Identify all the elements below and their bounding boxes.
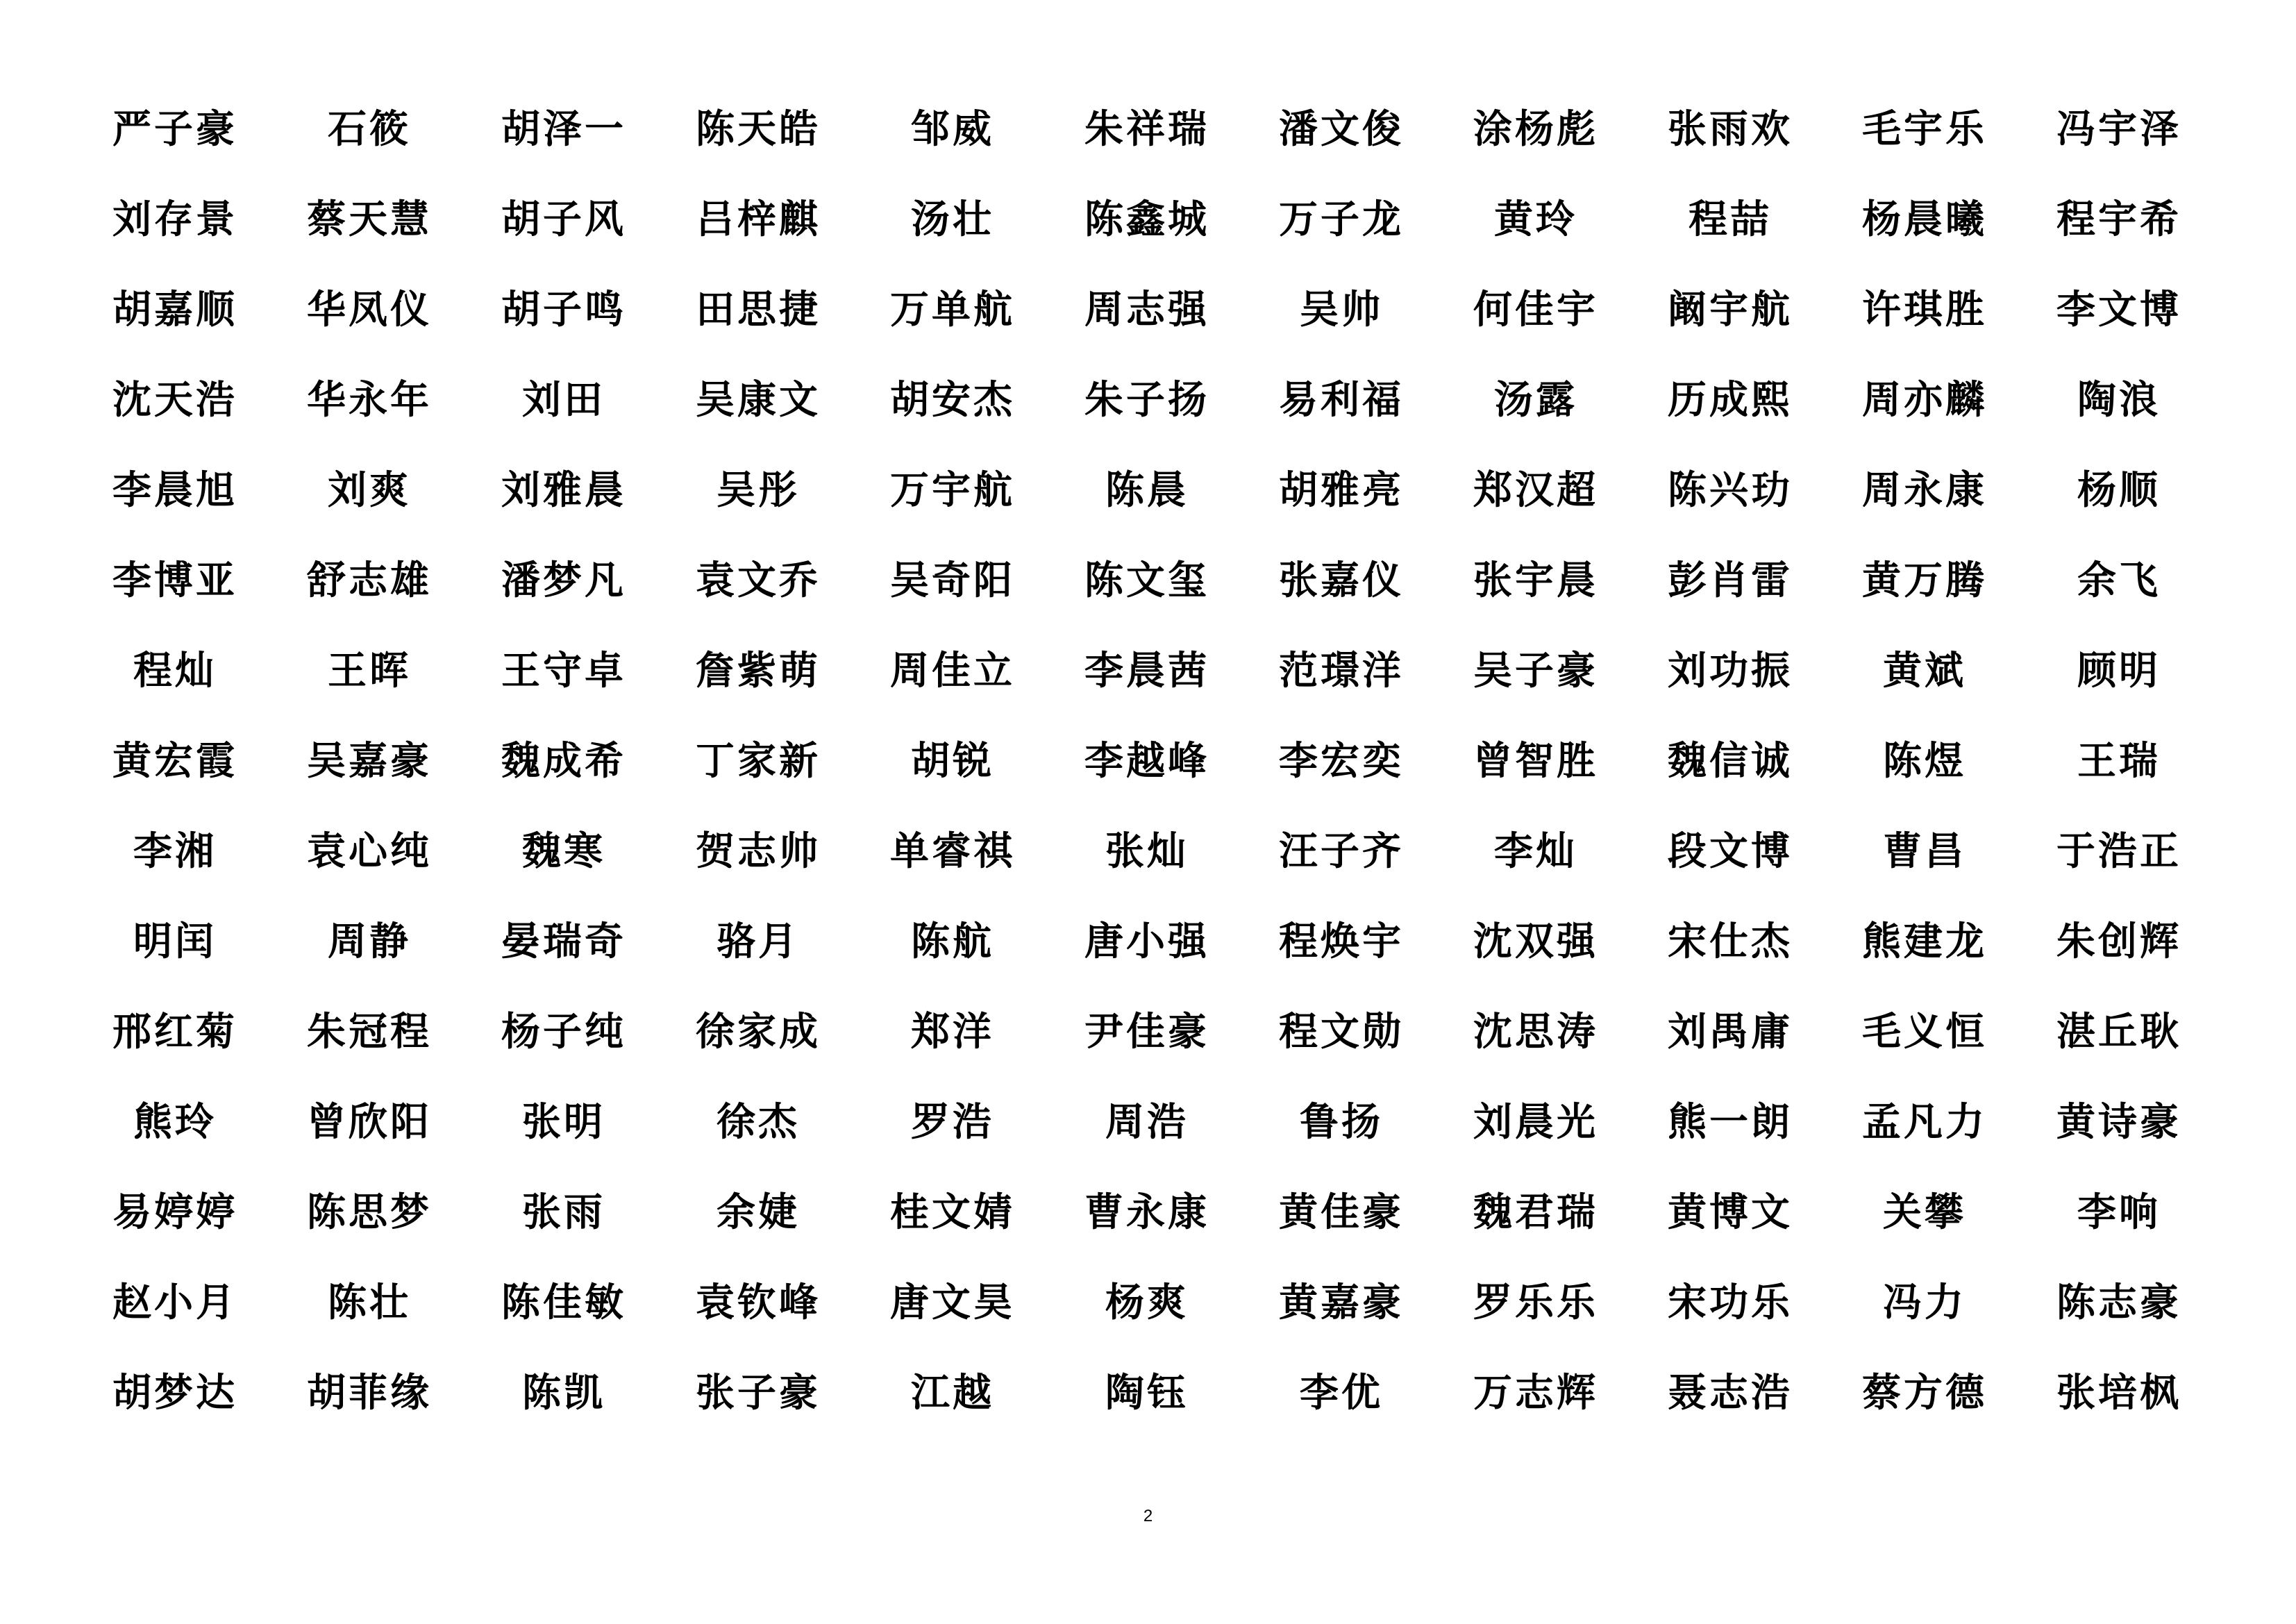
name-cell: 周亦麟 — [1862, 377, 1987, 423]
name-cell: 孟凡力 — [1862, 1099, 1987, 1145]
name-cell: 舒志雄 — [307, 558, 432, 603]
name-cell: 程文勋 — [1279, 1009, 1404, 1055]
name-cell: 罗乐乐 — [1473, 1280, 1598, 1325]
name-cell: 陈凯 — [522, 1370, 605, 1416]
name-cell: 于浩正 — [2056, 828, 2181, 874]
name-cell: 胡子风 — [501, 196, 626, 242]
name-cell: 袁心纯 — [307, 828, 432, 874]
name-cell: 胡子鸣 — [501, 287, 626, 333]
name-cell: 刘功振 — [1668, 648, 1793, 694]
name-cell: 江越 — [911, 1370, 994, 1416]
name-cell: 许琪胜 — [1862, 287, 1987, 333]
name-cell: 黄宏霞 — [112, 738, 237, 784]
name-cell: 刘爽 — [328, 467, 411, 513]
name-cell: 张雨欢 — [1668, 106, 1793, 152]
name-cell: 李博亚 — [112, 558, 237, 603]
name-cell: 朱祥瑞 — [1084, 106, 1209, 152]
name-cell: 曾智胜 — [1473, 738, 1598, 784]
name-cell: 周佳立 — [890, 648, 1015, 694]
name-cell: 程灿 — [133, 648, 217, 694]
name-cell: 唐小强 — [1084, 919, 1209, 964]
name-cell: 丁家新 — [696, 738, 821, 784]
name-cell: 陈壮 — [328, 1280, 411, 1325]
name-cell: 汤壮 — [911, 196, 994, 242]
name-cell: 周永康 — [1862, 467, 1987, 513]
name-cell: 李晨旭 — [112, 467, 237, 513]
name-cell: 李宏奕 — [1279, 738, 1404, 784]
name-cell: 沈思涛 — [1473, 1009, 1598, 1055]
name-cell: 陈志豪 — [2056, 1280, 2181, 1325]
name-cell: 宋功乐 — [1668, 1280, 1793, 1325]
name-cell: 李优 — [1300, 1370, 1383, 1416]
name-cell: 万子龙 — [1279, 196, 1404, 242]
name-cell: 张宇晨 — [1473, 558, 1598, 603]
name-cell: 陈鑫城 — [1084, 196, 1209, 242]
name-cell: 陈煜 — [1883, 738, 1966, 784]
name-cell: 段文博 — [1668, 828, 1793, 874]
name-cell: 冯力 — [1883, 1280, 1966, 1325]
name-cell: 蔡天慧 — [307, 196, 432, 242]
name-cell: 黄嘉豪 — [1279, 1280, 1404, 1325]
name-cell: 邹威 — [911, 106, 994, 152]
name-cell: 郑洋 — [911, 1009, 994, 1055]
name-cell: 骆月 — [717, 919, 800, 964]
name-cell: 魏成希 — [501, 738, 626, 784]
name-cell: 周浩 — [1105, 1099, 1189, 1145]
name-cell: 鲁扬 — [1300, 1099, 1383, 1145]
name-cell: 胡泽一 — [501, 106, 626, 152]
name-cell: 詹紫萌 — [696, 648, 821, 694]
name-cell: 贺志帅 — [696, 828, 821, 874]
name-cell: 李越峰 — [1084, 738, 1209, 784]
name-cell: 历成熙 — [1668, 377, 1793, 423]
name-cell: 黄佳豪 — [1279, 1189, 1404, 1235]
name-cell: 涂杨彪 — [1473, 106, 1598, 152]
name-cell: 张雨 — [522, 1189, 605, 1235]
name-cell: 胡安杰 — [890, 377, 1015, 423]
name-cell: 范璟洋 — [1279, 648, 1404, 694]
name-cell: 徐家成 — [696, 1009, 821, 1055]
name-cell: 单睿祺 — [890, 828, 1015, 874]
name-cell: 朱子扬 — [1084, 377, 1209, 423]
name-cell: 明闰 — [133, 919, 217, 964]
name-cell: 黄诗豪 — [2056, 1099, 2181, 1145]
name-cell: 桂文婧 — [890, 1189, 1015, 1235]
name-cell: 湛丘耿 — [2056, 1009, 2181, 1055]
name-cell: 杨晨曦 — [1862, 196, 1987, 242]
name-cell: 胡雅亮 — [1279, 467, 1404, 513]
name-cell: 李晨茜 — [1084, 648, 1209, 694]
name-cell: 华永年 — [307, 377, 432, 423]
name-cell: 万宇航 — [890, 467, 1015, 513]
name-cell: 吴奇阳 — [890, 558, 1015, 603]
name-cell: 张灿 — [1105, 828, 1189, 874]
name-cell: 袁文乔 — [696, 558, 821, 603]
name-cell: 吴康文 — [696, 377, 821, 423]
name-cell: 熊玲 — [133, 1099, 217, 1145]
name-cell: 万单航 — [890, 287, 1015, 333]
name-cell: 邢红菊 — [112, 1009, 237, 1055]
name-cell: 陈文玺 — [1084, 558, 1209, 603]
name-cell: 黄博文 — [1668, 1189, 1793, 1235]
name-cell: 汤露 — [1494, 377, 1577, 423]
name-cell: 熊建龙 — [1862, 919, 1987, 964]
name-cell: 张嘉仪 — [1279, 558, 1404, 603]
name-cell: 易婷婷 — [112, 1189, 237, 1235]
names-grid — [78, 81, 2216, 1435]
name-cell: 曹昌 — [1883, 828, 1966, 874]
name-cell: 晏瑞奇 — [501, 919, 626, 964]
name-cell: 万志辉 — [1473, 1370, 1598, 1416]
name-cell: 袁钦峰 — [696, 1280, 821, 1325]
name-cell: 吴子豪 — [1473, 648, 1598, 694]
name-cell: 冯宇泽 — [2056, 106, 2181, 152]
page-number: 2 — [1143, 1507, 1153, 1525]
name-cell: 潘文俊 — [1279, 106, 1404, 152]
name-cell: 陈航 — [911, 919, 994, 964]
name-cell: 朱创辉 — [2056, 919, 2181, 964]
name-cell: 李文博 — [2056, 287, 2181, 333]
name-cell: 杨爽 — [1105, 1280, 1189, 1325]
name-cell: 毛宇乐 — [1862, 106, 1987, 152]
name-cell: 杨子纯 — [501, 1009, 626, 1055]
name-cell: 朱冠程 — [307, 1009, 432, 1055]
name-cell: 沈天浩 — [112, 377, 237, 423]
name-cell: 彭肖雷 — [1668, 558, 1793, 603]
name-cell: 刘禺庸 — [1668, 1009, 1793, 1055]
name-cell: 余婕 — [717, 1189, 800, 1235]
name-cell: 魏寒 — [522, 828, 605, 874]
name-cell: 周志强 — [1084, 287, 1209, 333]
name-cell: 魏君瑞 — [1473, 1189, 1598, 1235]
name-cell: 黄斌 — [1883, 648, 1966, 694]
name-cell: 刘存景 — [112, 196, 237, 242]
name-cell: 陈晨 — [1105, 467, 1189, 513]
name-cell: 潘梦凡 — [501, 558, 626, 603]
name-cell: 蔡方德 — [1862, 1370, 1987, 1416]
name-cell: 吴帅 — [1300, 287, 1383, 333]
name-cell: 李湘 — [133, 828, 217, 874]
name-cell: 陈思梦 — [307, 1189, 432, 1235]
name-cell: 刘晨光 — [1473, 1099, 1598, 1145]
name-cell: 杨顺 — [2077, 467, 2161, 513]
name-cell: 陶钰 — [1105, 1370, 1189, 1416]
name-cell: 陶浪 — [2077, 377, 2161, 423]
name-cell: 陈佳敏 — [501, 1280, 626, 1325]
name-cell: 唐文昊 — [890, 1280, 1015, 1325]
name-cell: 熊一朗 — [1668, 1099, 1793, 1145]
name-cell: 吕梓麒 — [696, 196, 821, 242]
name-cell: 王瑞 — [2077, 738, 2161, 784]
name-cell: 曾欣阳 — [307, 1099, 432, 1145]
name-cell: 石筱 — [328, 106, 411, 152]
name-cell: 汪子齐 — [1279, 828, 1404, 874]
name-cell: 华凤仪 — [307, 287, 432, 333]
name-cell: 郑汉超 — [1473, 467, 1598, 513]
name-cell: 王晖 — [328, 648, 411, 694]
name-cell: 徐杰 — [717, 1099, 800, 1145]
name-cell: 张子豪 — [696, 1370, 821, 1416]
name-cell: 陈兴玏 — [1668, 467, 1793, 513]
name-cell: 李灿 — [1494, 828, 1577, 874]
name-cell: 聂志浩 — [1668, 1370, 1793, 1416]
name-cell: 周静 — [328, 919, 411, 964]
name-cell: 吴彤 — [717, 467, 800, 513]
name-cell: 关攀 — [1883, 1189, 1966, 1235]
name-cell: 胡梦达 — [112, 1370, 237, 1416]
name-cell: 何佳宇 — [1473, 287, 1598, 333]
name-cell: 罗浩 — [911, 1099, 994, 1145]
name-cell: 李响 — [2077, 1189, 2161, 1235]
name-cell: 毛义恒 — [1862, 1009, 1987, 1055]
name-cell: 黄玲 — [1494, 196, 1577, 242]
name-cell: 沈双强 — [1473, 919, 1598, 964]
name-cell: 刘雅晨 — [501, 467, 626, 513]
name-cell: 胡嘉顺 — [112, 287, 237, 333]
name-cell: 赵小月 — [112, 1280, 237, 1325]
name-cell: 阚宇航 — [1668, 287, 1793, 333]
name-cell: 易利福 — [1279, 377, 1404, 423]
name-cell: 胡菲缘 — [307, 1370, 432, 1416]
name-cell: 王守卓 — [501, 648, 626, 694]
name-cell: 曹永康 — [1084, 1189, 1209, 1235]
name-cell: 余飞 — [2077, 558, 2161, 603]
name-cell: 尹佳豪 — [1084, 1009, 1209, 1055]
name-cell: 刘田 — [522, 377, 605, 423]
name-cell: 张明 — [522, 1099, 605, 1145]
name-cell: 魏信诚 — [1668, 738, 1793, 784]
name-cell: 田思捷 — [696, 287, 821, 333]
name-cell: 宋仕杰 — [1668, 919, 1793, 964]
name-cell: 胡锐 — [911, 738, 994, 784]
name-cell: 程喆 — [1689, 196, 1772, 242]
name-cell: 吴嘉豪 — [307, 738, 432, 784]
name-cell: 张培枫 — [2056, 1370, 2181, 1416]
name-cell: 陈天皓 — [696, 106, 821, 152]
name-cell: 黄万腾 — [1862, 558, 1987, 603]
name-cell: 顾明 — [2077, 648, 2161, 694]
name-cell: 程焕宇 — [1279, 919, 1404, 964]
name-cell: 程宇希 — [2056, 196, 2181, 242]
name-cell: 严子豪 — [112, 106, 237, 152]
